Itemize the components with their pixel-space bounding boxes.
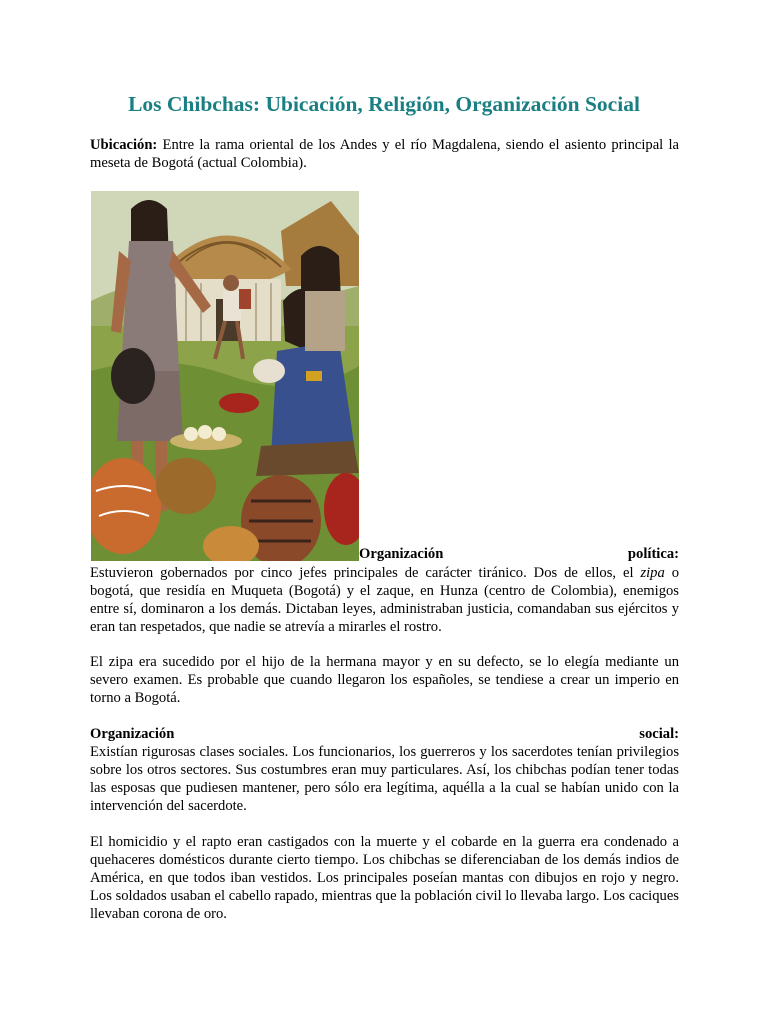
zipa-term: zipa (640, 565, 665, 581)
organizacion-social-heading-left: Organización (90, 726, 175, 742)
ubicacion-paragraph (90, 136, 679, 172)
politica-text-b: o bogotá, que residía en Muqueta (Bogotá) y el zaque, en Hunza (centro de Colombia), enemigos entre sí, dominaron a los demás. Dictaban leyes, administraban justicia, comandaban sus ejércitos y eran tan respetados, que nadie se atrevía a mirarles el rostro. (90, 565, 679, 635)
organizacion-social-heading-right: social: (639, 726, 679, 742)
organizacion-social-paragraph-1: Existían rigurosas clases sociales. Los funcionarios, los guerreros y los sacerdotes tenían privilegios sobre los otros sectores. Sus costumbres eran muy particulares. Así, los chibchas podían tener todas las esposas que pudiesen mantener, pero sólo era legítima, aquélla a la cual se habían unido con la intervención del sacerdote. (90, 744, 679, 814)
organizacion-politica-heading-left: Organización (359, 546, 444, 562)
page-title: Los Chibchas: Ubicación, Religión, Organización Social (128, 92, 640, 116)
organizacion-politica-paragraph-2: El zipa era sucedido por el hijo de la hermana mayor y en su defecto, se lo elegía mediante un severo examen. Es probable que cuando llegaron los españoles, se tendiese a crear un imperio en torno a Bogotá. (90, 654, 679, 706)
organizacion-politica-heading (359, 545, 679, 563)
organizacion-politica-paragraph-1 (90, 564, 679, 636)
organizacion-social-paragraph-2: El homicidio y el rapto eran castigados con la muerte y el cobarde en la guerra era condenado a quehaceres domésticos durante cierto tiempo. Los chibchas se diferenciaban de los demás indios de América, en que todos iban vestidos. Los principales poseían mantas con dibujos en rojo y negro. Los soldados usaban el cabello rapado, mientras que la población civil lo llevaba largo. Los caciques llevaban corona de oro. (90, 834, 679, 922)
ubicacion-label: Ubicación: (90, 137, 158, 153)
organizacion-social-heading (90, 725, 679, 743)
chibcha-village-illustration (91, 191, 359, 561)
organizacion-politica-heading-right: política: (627, 546, 679, 562)
politica-text-a: Estuvieron gobernados por cinco jefes principales de carácter tiránico. Dos de ellos, el (90, 565, 641, 581)
ubicacion-text: Entre la rama oriental de los Andes y el río Magdalena, siendo el asiento principal la meseta de Bogotá (actual Colombia). (90, 137, 679, 171)
